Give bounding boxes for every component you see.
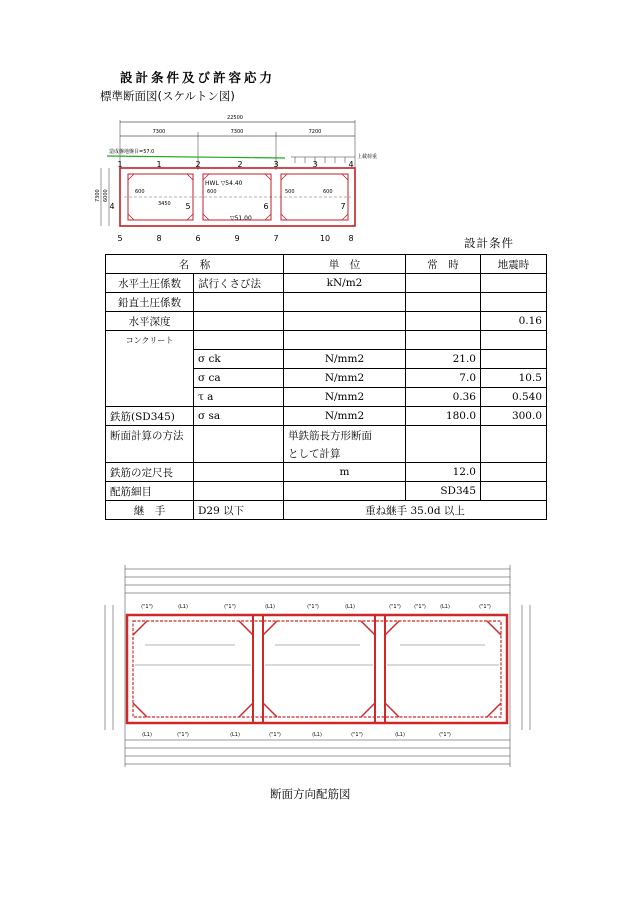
rebar-label-top-2: (L1)	[178, 604, 188, 610]
page-title: 設計条件及び許容応力	[120, 70, 276, 85]
rebar-label-top-4: (L1)	[265, 604, 275, 610]
reinforcement-drawing	[85, 555, 545, 780]
row-method: D29 以下	[194, 501, 284, 520]
table-row	[106, 350, 547, 369]
node-bot-6: 10	[319, 234, 331, 243]
row-symbol: σ ca	[194, 369, 284, 388]
rebar-label-bottom-2: ("1")	[177, 732, 189, 738]
row-normal: 12.0	[406, 463, 481, 482]
dim-3450: 3450	[158, 201, 171, 207]
row-unit: N/mm2	[284, 369, 406, 388]
row-name: 断面計算の方法	[106, 426, 194, 445]
figure2-caption: 断面方向配筋図	[270, 787, 351, 801]
rebar-label-bottom-6: ("1")	[351, 732, 363, 738]
row-name: 配筋細目	[106, 482, 194, 501]
row-seismic: 0.540	[481, 388, 547, 407]
node-mid-4: 7	[340, 202, 346, 211]
table-row	[106, 312, 547, 331]
row-name	[106, 369, 194, 388]
row-method	[194, 331, 284, 350]
rebar-label-bottom-4: ("1")	[269, 732, 281, 738]
node-top-6: 3	[312, 160, 318, 169]
dim-600-b: 600	[207, 189, 217, 195]
row-normal: 21.0	[406, 350, 481, 369]
row-name: 水平深度	[106, 312, 194, 331]
row-method: 試行くさび法	[194, 274, 284, 293]
rebar-label-top-10: ("1")	[479, 604, 491, 610]
row-method	[194, 293, 284, 312]
node-bot-1: 5	[117, 234, 123, 243]
node-bot-7: 8	[348, 234, 354, 243]
dim-600-c: 600	[323, 189, 333, 195]
row-unit	[284, 293, 406, 312]
table-row	[106, 426, 547, 445]
node-mid-2: 5	[185, 202, 191, 211]
hwl-label: HWL ▽54.40	[205, 180, 243, 187]
table-row	[106, 331, 547, 350]
rebar-label-bottom-7: (L1)	[395, 732, 405, 738]
surcharge-label: 上載荷重	[357, 154, 378, 160]
row-normal	[406, 293, 481, 312]
row-seismic	[481, 463, 547, 482]
row-symbol: τ a	[194, 388, 284, 407]
row-name: 鉛直土圧係数	[106, 293, 194, 312]
row-unit	[284, 331, 406, 350]
node-top-2: 1	[156, 160, 162, 169]
row-normal: 7.0	[406, 369, 481, 388]
row-unit: kN/m2	[284, 274, 406, 293]
row-method	[194, 312, 284, 331]
rebar-label-bottom-1: (L1)	[142, 732, 152, 738]
row-name: コンクリート	[106, 331, 194, 350]
rebar-label-bottom-5: (L1)	[312, 732, 322, 738]
dim-500: 500	[285, 189, 295, 195]
row-seismic	[481, 293, 547, 312]
header-seismic: 地震時	[481, 255, 547, 274]
table-row	[106, 388, 547, 407]
height-dim-outer: 7300	[95, 189, 101, 202]
header-name: 名 称	[106, 255, 284, 274]
row-normal	[406, 331, 481, 350]
row-normal	[406, 274, 481, 293]
row-name: 鉄筋(SD345)	[106, 407, 194, 426]
node-top-7: 4	[348, 160, 354, 169]
row-normal	[406, 312, 481, 331]
row-value: 重ね継手 35.0d 以上	[284, 501, 547, 520]
row-seismic	[481, 482, 547, 501]
height-dim-inner: 6000	[103, 189, 109, 202]
rebar-label-top-8: ("1")	[414, 604, 426, 610]
rebar-label-top-1: ("1")	[141, 604, 153, 610]
row-normal: 0.36	[406, 388, 481, 407]
row-symbol: σ ck	[194, 350, 284, 369]
row-name	[106, 350, 194, 369]
row-unit: N/mm2	[284, 350, 406, 369]
node-bot-4: 9	[234, 234, 240, 243]
figure1-subtitle: 標準断面図(スケルトン図)	[100, 89, 235, 103]
node-bot-2: 8	[156, 234, 162, 243]
total-width-dim: 22500	[227, 115, 243, 121]
row-seismic	[481, 274, 547, 293]
row-seismic: 0.16	[481, 312, 547, 331]
dim-600-a: 600	[135, 189, 145, 195]
skeleton-cross-section-drawing	[95, 110, 475, 250]
row-normal	[406, 426, 481, 445]
rebar-label-bottom-8: ("1")	[439, 732, 451, 738]
span-dim-1: 7300	[152, 129, 166, 135]
row-unit	[284, 482, 406, 501]
bottom-level-label: ▽51.00	[230, 215, 252, 222]
header-normal: 常 時	[406, 255, 481, 274]
row-normal: SD345	[406, 482, 481, 501]
row-seismic	[481, 426, 547, 445]
span-dim-3: 7200	[308, 129, 322, 135]
row-name	[106, 444, 194, 463]
row-name: 鉄筋の定尺長	[106, 463, 194, 482]
table-row	[106, 463, 547, 482]
row-method	[194, 426, 284, 445]
rebar-label-top-3: ("1")	[224, 604, 236, 610]
rebar-label-top-9: (L1)	[440, 604, 450, 610]
row-seismic	[481, 331, 547, 350]
row-unit: N/mm2	[284, 388, 406, 407]
table-caption: 設計条件	[464, 236, 514, 250]
row-method	[194, 463, 284, 482]
row-normal	[406, 444, 481, 463]
rebar-label-top-5: ("1")	[307, 604, 319, 610]
rebar-label-top-6: (L1)	[345, 604, 355, 610]
design-conditions-table	[105, 254, 547, 520]
row-unit	[284, 312, 406, 331]
row-normal: 180.0	[406, 407, 481, 426]
row-name	[106, 388, 194, 407]
row-seismic	[481, 350, 547, 369]
table-row	[106, 501, 547, 520]
node-top-5: 3	[273, 160, 279, 169]
row-name: 継 手	[106, 501, 194, 520]
node-top-3: 2	[195, 160, 201, 169]
span-dim-2: 7300	[230, 129, 244, 135]
table-row	[106, 369, 547, 388]
row-name: 水平土圧係数	[106, 274, 194, 293]
node-bot-5: 7	[273, 234, 279, 243]
table-header-row	[106, 255, 547, 274]
node-mid-1: 4	[109, 202, 115, 211]
row-method-line2: として計算	[284, 444, 406, 463]
row-symbol: σ sa	[194, 407, 284, 426]
node-mid-3: 6	[263, 202, 269, 211]
row-method	[194, 482, 284, 501]
table-row	[106, 274, 547, 293]
table-row	[106, 444, 547, 463]
node-top-1: 1	[117, 160, 123, 169]
header-unit: 単 位	[284, 255, 406, 274]
table-row	[106, 482, 547, 501]
row-seismic: 300.0	[481, 407, 547, 426]
row-unit: m	[284, 463, 406, 482]
table-row	[106, 407, 547, 426]
node-bot-3: 6	[195, 234, 201, 243]
row-method	[194, 444, 284, 463]
row-unit: N/mm2	[284, 407, 406, 426]
ground-level-label: 造成盤地盤目=57.0	[109, 149, 155, 155]
rebar-label-top-7: ("1")	[389, 604, 401, 610]
row-seismic	[481, 444, 547, 463]
row-seismic: 10.5	[481, 369, 547, 388]
rebar-label-bottom-3: (L1)	[230, 732, 240, 738]
row-method-line1: 単鉄筋長方形断面	[284, 426, 406, 445]
node-top-4: 2	[237, 160, 243, 169]
table-row	[106, 293, 547, 312]
